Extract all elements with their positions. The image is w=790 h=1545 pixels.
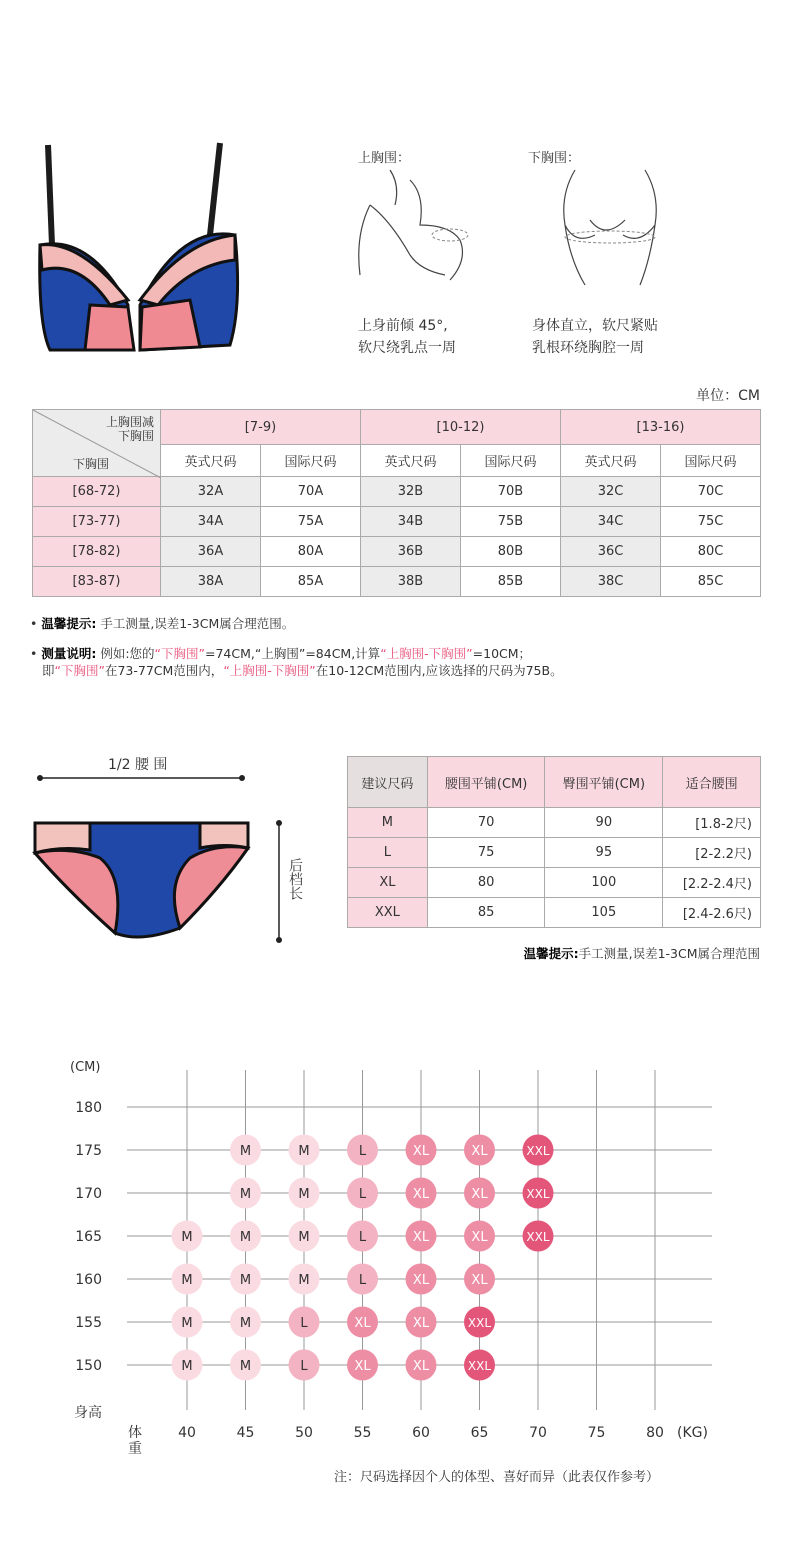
size-point-label: XL [412,1144,430,1159]
size-point [347,1135,378,1166]
table-corner-cell [33,410,161,477]
sub-header: 国际尺码 [461,445,561,477]
size-point [230,1135,261,1166]
table-row [348,838,761,868]
size-cell: 70B [461,477,561,507]
size-point [289,1221,320,1252]
size-point-label: M [239,1230,252,1245]
size-point [406,1264,437,1295]
panty-cell: 100 [545,868,663,898]
size-point-label: XXL [526,1230,550,1244]
explain-line-2 [42,661,563,679]
y-tick-label: 180 [75,1100,102,1116]
size-cell: 80C [661,537,761,567]
under-bust-sketch [545,165,675,290]
x-tick-label: 50 [295,1425,313,1441]
size-cell: 34A [161,507,261,537]
size-point-label: XL [471,1273,488,1288]
panty-size: XL [348,868,428,898]
table-row [348,868,761,898]
size-point [230,1350,261,1381]
size-point [406,1221,437,1252]
panty-illustration [30,768,300,948]
x-unit-label: (KG) [677,1425,708,1441]
size-point [172,1221,203,1252]
size-point-label: XXL [526,1144,550,1158]
explain-p1: 例如:您的 [96,646,155,661]
sub-header: 英式尺码 [161,445,261,477]
size-point-label: XXL [467,1359,492,1373]
panty-tip-text: 手工测量,误差1-3CM属合理范围 [578,946,760,961]
size-point [289,1264,320,1295]
x-tick-label: 45 [236,1425,255,1441]
size-point [230,1264,261,1295]
size-point-label: M [298,1273,310,1288]
size-point [406,1135,437,1166]
size-point [289,1178,320,1209]
size-cell: 75B [461,507,561,537]
panty-cell: 75 [427,838,545,868]
size-cell: 36A [161,537,261,567]
bra-size-table [32,409,761,597]
y-unit-label: (CM) [70,1060,101,1075]
size-cell: 85A [261,567,361,597]
upper-bust-desc-2: 软尺绕乳点一周 [358,340,456,356]
panty-cell: [2.2-2.4尺) [663,868,761,898]
size-point [464,1350,495,1381]
panty-cell: [2.4-2.6尺) [663,898,761,928]
y-tick-label: 175 [75,1143,102,1159]
explain2-p2: 在73-77CM范围内， [104,663,224,678]
panty-header: 臀围平铺(CM) [545,757,663,808]
row-label: [83-87) [33,567,161,597]
row-label: [78-82) [33,537,161,567]
y-axis-label: 身高 [74,1405,102,1421]
size-point-label: XL [412,1359,430,1374]
size-point-label: M [181,1359,193,1374]
size-point-label: XXL [467,1316,492,1330]
size-point [464,1264,495,1295]
explain2-p3: 在10-12CM范围内,应该选择的尺码为75B。 [315,663,563,678]
size-cell: 70A [261,477,361,507]
y-tick-label: 155 [75,1315,102,1331]
group-header: [7-9) [161,410,361,445]
explain-r2: “上胸围-下胸围” [380,646,473,661]
size-point [172,1350,203,1381]
size-cell: 75C [661,507,761,537]
panty-tip [524,944,760,962]
size-point [464,1307,495,1338]
size-point [289,1350,320,1381]
size-point [523,1178,554,1209]
panty-cell: [1.8-2尺) [663,808,761,838]
panty-cell: 95 [545,838,663,868]
table-row [33,567,761,597]
size-point [230,1178,261,1209]
panty-size-table [347,756,761,928]
row-label: [68-72) [33,477,161,507]
sub-header: 英式尺码 [361,445,461,477]
size-point-label: XL [471,1230,488,1245]
size-point [230,1307,261,1338]
size-point-label: XL [412,1230,430,1245]
size-point [406,1350,437,1381]
x-tick-label: 65 [470,1425,489,1441]
panty-size: L [348,838,428,868]
size-chart [0,1040,790,1500]
rise-label: 后档长 [287,858,303,900]
x-tick-label: 55 [353,1425,372,1441]
size-point [464,1178,495,1209]
size-point-label: M [298,1144,310,1159]
size-cell: 38B [361,567,461,597]
table-row [33,477,761,507]
size-point-label: XL [412,1273,430,1288]
size-point [464,1135,495,1166]
size-point-label: M [181,1316,193,1331]
size-point-label: M [181,1273,193,1288]
panty-cell: 105 [545,898,663,928]
panty-header: 建议尺码 [348,757,428,808]
x-axis-label: 重 [128,1441,142,1457]
size-point-label: M [239,1144,252,1159]
size-point-label: L [358,1273,367,1288]
panty-header: 腰围平铺(CM) [427,757,545,808]
size-cell: 32A [161,477,261,507]
x-tick-label: 60 [412,1425,430,1441]
explain-r1: “下胸围” [154,646,205,661]
panty-size: M [348,808,428,838]
size-point-label: L [358,1144,367,1159]
size-cell: 70C [661,477,761,507]
size-point-label: XL [412,1316,430,1331]
table-row [348,898,761,928]
size-cell: 80B [461,537,561,567]
size-cell: 34B [361,507,461,537]
size-point [172,1264,203,1295]
chart-footnote: 注：尺码选择因个人的体型、喜好而异（此表仅作参考） [334,1470,660,1485]
size-point [289,1307,320,1338]
size-cell: 38A [161,567,261,597]
group-header: [10-12) [361,410,561,445]
table-row [348,808,761,838]
size-cell: 36B [361,537,461,567]
size-point-label: XL [471,1187,488,1202]
size-cell: 75A [261,507,361,537]
size-point [230,1221,261,1252]
size-point [406,1178,437,1209]
panty-cell: 70 [427,808,545,838]
group-header: [13-16) [561,410,761,445]
under-bust-desc-2: 乳根环绕胸腔一周 [532,340,644,356]
size-point [406,1307,437,1338]
tip-label: 温馨提示: [41,616,97,631]
size-cell: 38C [561,567,661,597]
explain2-r2: “上胸围-下胸围” [223,663,316,678]
size-cell: 85B [461,567,561,597]
size-cell: 32C [561,477,661,507]
size-point-label: L [300,1359,308,1374]
table-row [33,537,761,567]
under-bust-desc-1: 身体直立，软尺紧贴 [532,318,658,334]
bra-illustration [30,135,245,360]
panty-cell: [2-2.2尺) [663,838,761,868]
y-tick-label: 165 [75,1229,102,1245]
y-tick-label: 160 [75,1272,102,1288]
sub-header: 国际尺码 [261,445,361,477]
panty-tip-label: 温馨提示: [523,946,579,961]
y-tick-label: 170 [75,1186,102,1202]
x-tick-label: 75 [587,1425,606,1441]
size-point [523,1221,554,1252]
size-point-label: XXL [526,1187,550,1201]
panty-cell: 80 [427,868,545,898]
panty-size: XXL [348,898,428,928]
under-bust-title: 下胸围： [528,151,581,166]
explain-p2: =74CM,“上胸围”=84CM,计算 [205,646,381,661]
chart-labels [70,1060,708,1457]
x-tick-label: 80 [646,1425,664,1441]
size-cell: 32B [361,477,461,507]
upper-bust-desc-1: 上身前倾 45°, [358,318,448,334]
x-axis-label: 体 [128,1425,142,1441]
size-point [347,1221,378,1252]
x-tick-label: 70 [529,1425,547,1441]
upper-bust-title: 上胸围： [358,151,411,166]
size-point-label: M [239,1273,252,1288]
size-point-label: L [358,1230,367,1245]
row-label: [73-77) [33,507,161,537]
panty-header: 适合腰围 [663,757,761,808]
size-point-label: M [239,1187,252,1202]
corner-top-2: 下胸围 [117,429,154,443]
size-cell: 34C [561,507,661,537]
size-point-label: L [358,1187,367,1202]
size-point-label: M [239,1316,252,1331]
explain-p3: =10CM； [472,646,532,661]
x-tick-label: 40 [178,1425,196,1441]
explain-line-1: • 测量说明: 例如:您的“下胸围”=74CM,“上胸围”=84CM,计算“上胸围-下胸围”=10CM； [30,646,532,661]
tip-text: 手工测量,误差1-3CM属合理范围。 [96,616,295,631]
upper-bust-sketch [350,165,480,290]
size-point-label: L [300,1316,308,1331]
size-point [464,1221,495,1252]
waist-label: 1/2 腰 围 [108,757,168,773]
size-cell: 36C [561,537,661,567]
sub-header: 国际尺码 [661,445,761,477]
size-point-label: M [298,1187,310,1202]
size-point [523,1135,554,1166]
size-point [172,1307,203,1338]
sub-header: 英式尺码 [561,445,661,477]
size-point-label: XL [471,1144,488,1159]
size-point-label: XL [412,1187,430,1202]
size-point-label: M [298,1230,310,1245]
corner-top-1: 上胸围减 [105,415,154,429]
size-point-label: M [239,1359,252,1374]
size-cell: 80A [261,537,361,567]
corner-bottom: 下胸围 [73,457,110,471]
panty-cell: 90 [545,808,663,838]
tip-line: • 温馨提示: 手工测量,误差1-3CM属合理范围。 [30,616,295,631]
size-point-label: XL [354,1316,371,1331]
panty-cell: 85 [427,898,545,928]
explain2-p1: 即 [42,663,55,678]
size-cell: 85C [661,567,761,597]
explain2-r1: “下胸围” [54,663,105,678]
explain-label: 测量说明: [41,646,97,661]
table-row [33,507,761,537]
size-point [347,1264,378,1295]
size-point [289,1135,320,1166]
unit-label: 单位：CM [696,388,760,404]
size-point [347,1178,378,1209]
size-point [347,1350,378,1381]
y-tick-label: 150 [75,1358,102,1374]
size-point-label: XL [354,1359,371,1374]
size-point-label: M [181,1230,193,1245]
size-point [347,1307,378,1338]
